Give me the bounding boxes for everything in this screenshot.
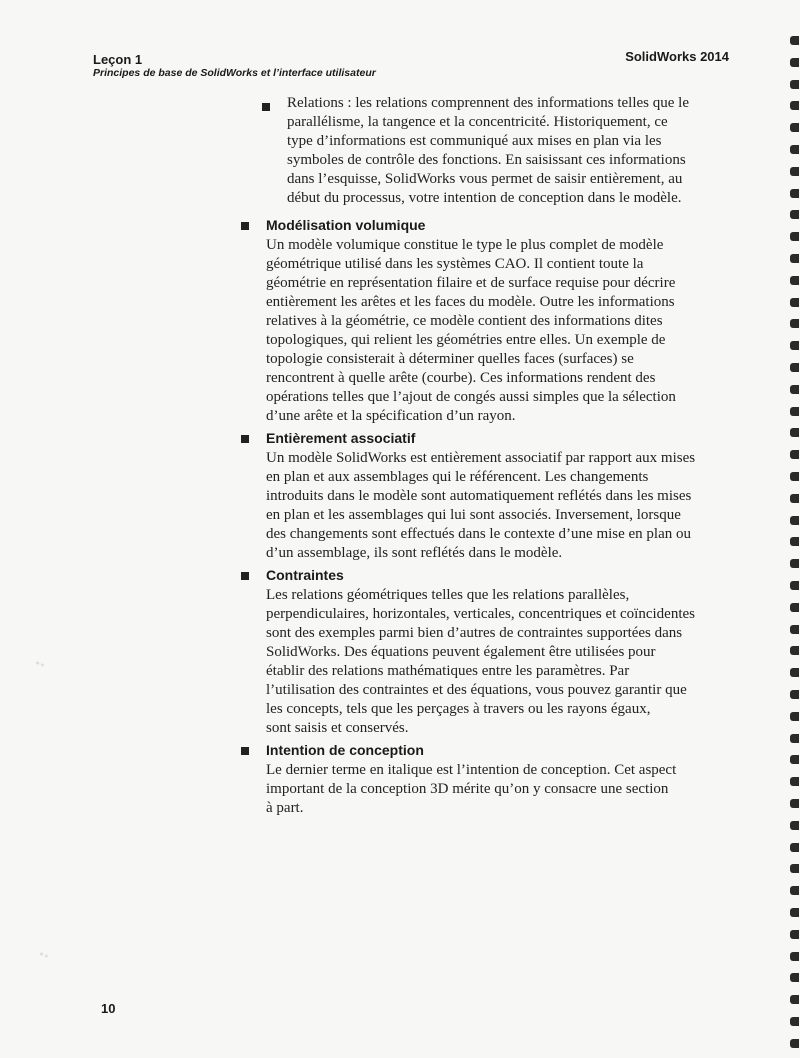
text-line: Relations : les relations comprennent des informations telles que le	[287, 95, 689, 111]
text-line: opérations telles que l’ajout de congés aussi simples que la sélection	[266, 389, 676, 405]
text-line: dans l’esquisse, SolidWorks vous permet de saisir entièrement, au	[287, 171, 683, 187]
binding-coil-icon	[790, 36, 799, 45]
text-line: l’utilisation des contraintes et des équations, vous pouvez garantir que	[266, 682, 687, 698]
lesson-label: Leçon 1	[93, 52, 143, 67]
binding-coil-icon	[790, 690, 799, 699]
text-line: perpendiculaires, horizontales, verticales, concentriques et coïncidentes	[266, 606, 695, 622]
lesson-subtitle: Principes de base de SolidWorks et l’interface utilisateur	[93, 67, 376, 79]
text-line: topologie consisterait à déterminer quelles faces (surfaces) se	[266, 351, 634, 367]
text-line: entièrement les arêtes et les faces du modèle. Outre les informations	[266, 294, 675, 310]
section-intention-de-conception	[266, 741, 726, 818]
section-paragraph	[266, 236, 726, 426]
text-line: géométrique utilisé dans les systèmes CAO. Il contient toute la	[266, 256, 644, 272]
text-line: établir des relations mathématiques entre les paramètres. Par	[266, 663, 630, 679]
binding-coil-icon	[790, 1017, 799, 1026]
section-paragraph	[266, 761, 726, 818]
binding-coil-icon	[790, 581, 799, 590]
text-line: SolidWorks. Des équations peuvent également être utilisées pour	[266, 644, 656, 660]
bullet-square-icon	[262, 103, 270, 111]
text-line: d’une arête et la spécification d’un rayon.	[266, 408, 516, 424]
binding-coil-icon	[790, 276, 799, 285]
section-title: Modélisation volumique	[266, 217, 426, 233]
binding-coil-icon	[790, 625, 799, 634]
binding-coil-icon	[790, 167, 799, 176]
text-line: type d’informations est communiqué aux mises en plan via les	[287, 133, 662, 149]
text-line: des changements sont effectués dans le contexte d’une mise en plan ou	[266, 526, 692, 542]
text-line: topologiques, qui relient les géométries entre elles. Un exemple de	[266, 332, 666, 348]
bullet-square-icon	[241, 572, 249, 580]
binding-coil-icon	[790, 341, 799, 350]
binding-coil-icon	[790, 668, 799, 677]
section-title: Contraintes	[266, 567, 344, 583]
binding-coil-icon	[790, 995, 799, 1004]
text-line: Un modèle volumique constitue le type le plus complet de modèle	[266, 237, 664, 253]
paper-speck-icon	[38, 950, 50, 960]
binding-coil-icon	[790, 952, 799, 961]
binding-coil-icon	[790, 232, 799, 241]
binding-coil-icon	[790, 298, 799, 307]
binding-coil-icon	[790, 254, 799, 263]
binding-coil-icon	[790, 537, 799, 546]
binding-coil-icon	[790, 864, 799, 873]
text-line: rencontrent à quelle arête (courbe). Ces informations rendent des	[266, 370, 656, 386]
binding-coil-icon	[790, 472, 799, 481]
relations-item	[287, 94, 717, 208]
section-entierement-associatif	[266, 429, 726, 563]
binding-coil-icon	[790, 101, 799, 110]
binding-coil-icon	[790, 363, 799, 372]
binding-coil-icon	[790, 428, 799, 437]
section-contraintes	[266, 566, 726, 738]
binding-coil-icon	[790, 1039, 799, 1048]
text-line: sont des exemples parmi bien d’autres de contraintes supportées dans	[266, 625, 683, 641]
binding-coil-icon	[790, 799, 799, 808]
binding-coil-icon	[790, 646, 799, 655]
text-line: symboles de contrôle des fonctions. En saisissant ces informations	[287, 152, 686, 168]
section-title: Entièrement associatif	[266, 430, 416, 446]
text-line: Un modèle SolidWorks est entièrement associatif par rapport aux mises	[266, 450, 696, 466]
text-line: relatives à la géométrie, ce modèle contient des informations dites	[266, 313, 663, 329]
binding-coil-icon	[790, 559, 799, 568]
paper-speck-icon	[34, 659, 46, 669]
text-line: Les relations géométriques telles que les relations parallèles,	[266, 587, 630, 603]
binding-coil-icon	[790, 189, 799, 198]
page-header-left	[93, 52, 376, 80]
text-line: début du processus, votre intention de conception dans le modèle.	[287, 190, 682, 206]
spiral-binding	[786, 0, 800, 1058]
section-title: Intention de conception	[266, 742, 424, 758]
binding-coil-icon	[790, 886, 799, 895]
binding-coil-icon	[790, 80, 799, 89]
text-line: en plan et aux assemblages qui le référencent. Les changements	[266, 469, 649, 485]
binding-coil-icon	[790, 973, 799, 982]
bullet-square-icon	[241, 435, 249, 443]
text-line: introduits dans le modèle sont automatiquement reflétés dans les mises	[266, 488, 692, 504]
bullet-square-icon	[241, 222, 249, 230]
binding-coil-icon	[790, 843, 799, 852]
binding-coil-icon	[790, 58, 799, 67]
binding-coil-icon	[790, 908, 799, 917]
binding-coil-icon	[790, 734, 799, 743]
binding-coil-icon	[790, 930, 799, 939]
section-paragraph	[266, 449, 726, 563]
text-line: parallélisme, la tangence et la concentricité. Historiquement, ce	[287, 114, 668, 130]
text-line: en plan et les assemblages qui lui sont associés. Inversement, lorsque	[266, 507, 681, 523]
binding-coil-icon	[790, 494, 799, 503]
relations-paragraph	[287, 94, 717, 208]
text-line: sont saisis et conservés.	[266, 720, 409, 736]
binding-coil-icon	[790, 210, 799, 219]
text-line: important de la conception 3D mérite qu’on y consacre une section	[266, 781, 669, 797]
binding-coil-icon	[790, 319, 799, 328]
section-paragraph	[266, 586, 726, 738]
binding-coil-icon	[790, 777, 799, 786]
binding-coil-icon	[790, 516, 799, 525]
binding-coil-icon	[790, 145, 799, 154]
binding-coil-icon	[790, 450, 799, 459]
text-line: à part.	[266, 800, 304, 816]
bullet-square-icon	[241, 747, 249, 755]
binding-coil-icon	[790, 385, 799, 394]
text-line: Le dernier terme en italique est l’intention de conception. Cet aspect	[266, 762, 677, 778]
text-line: géométrie en représentation filaire et de surface requise pour décrire	[266, 275, 676, 291]
page-number: 10	[101, 1001, 116, 1016]
binding-coil-icon	[790, 755, 799, 764]
binding-coil-icon	[790, 712, 799, 721]
product-name: SolidWorks 2014	[625, 49, 729, 64]
text-line: d’un assemblage, ils sont reflétés dans le modèle.	[266, 545, 563, 561]
binding-coil-icon	[790, 407, 799, 416]
section-modelisation-volumique	[266, 216, 726, 426]
binding-coil-icon	[790, 821, 799, 830]
binding-coil-icon	[790, 603, 799, 612]
binding-coil-icon	[790, 123, 799, 132]
text-line: les concepts, tels que les perçages à travers ou les rayons égaux,	[266, 701, 651, 717]
